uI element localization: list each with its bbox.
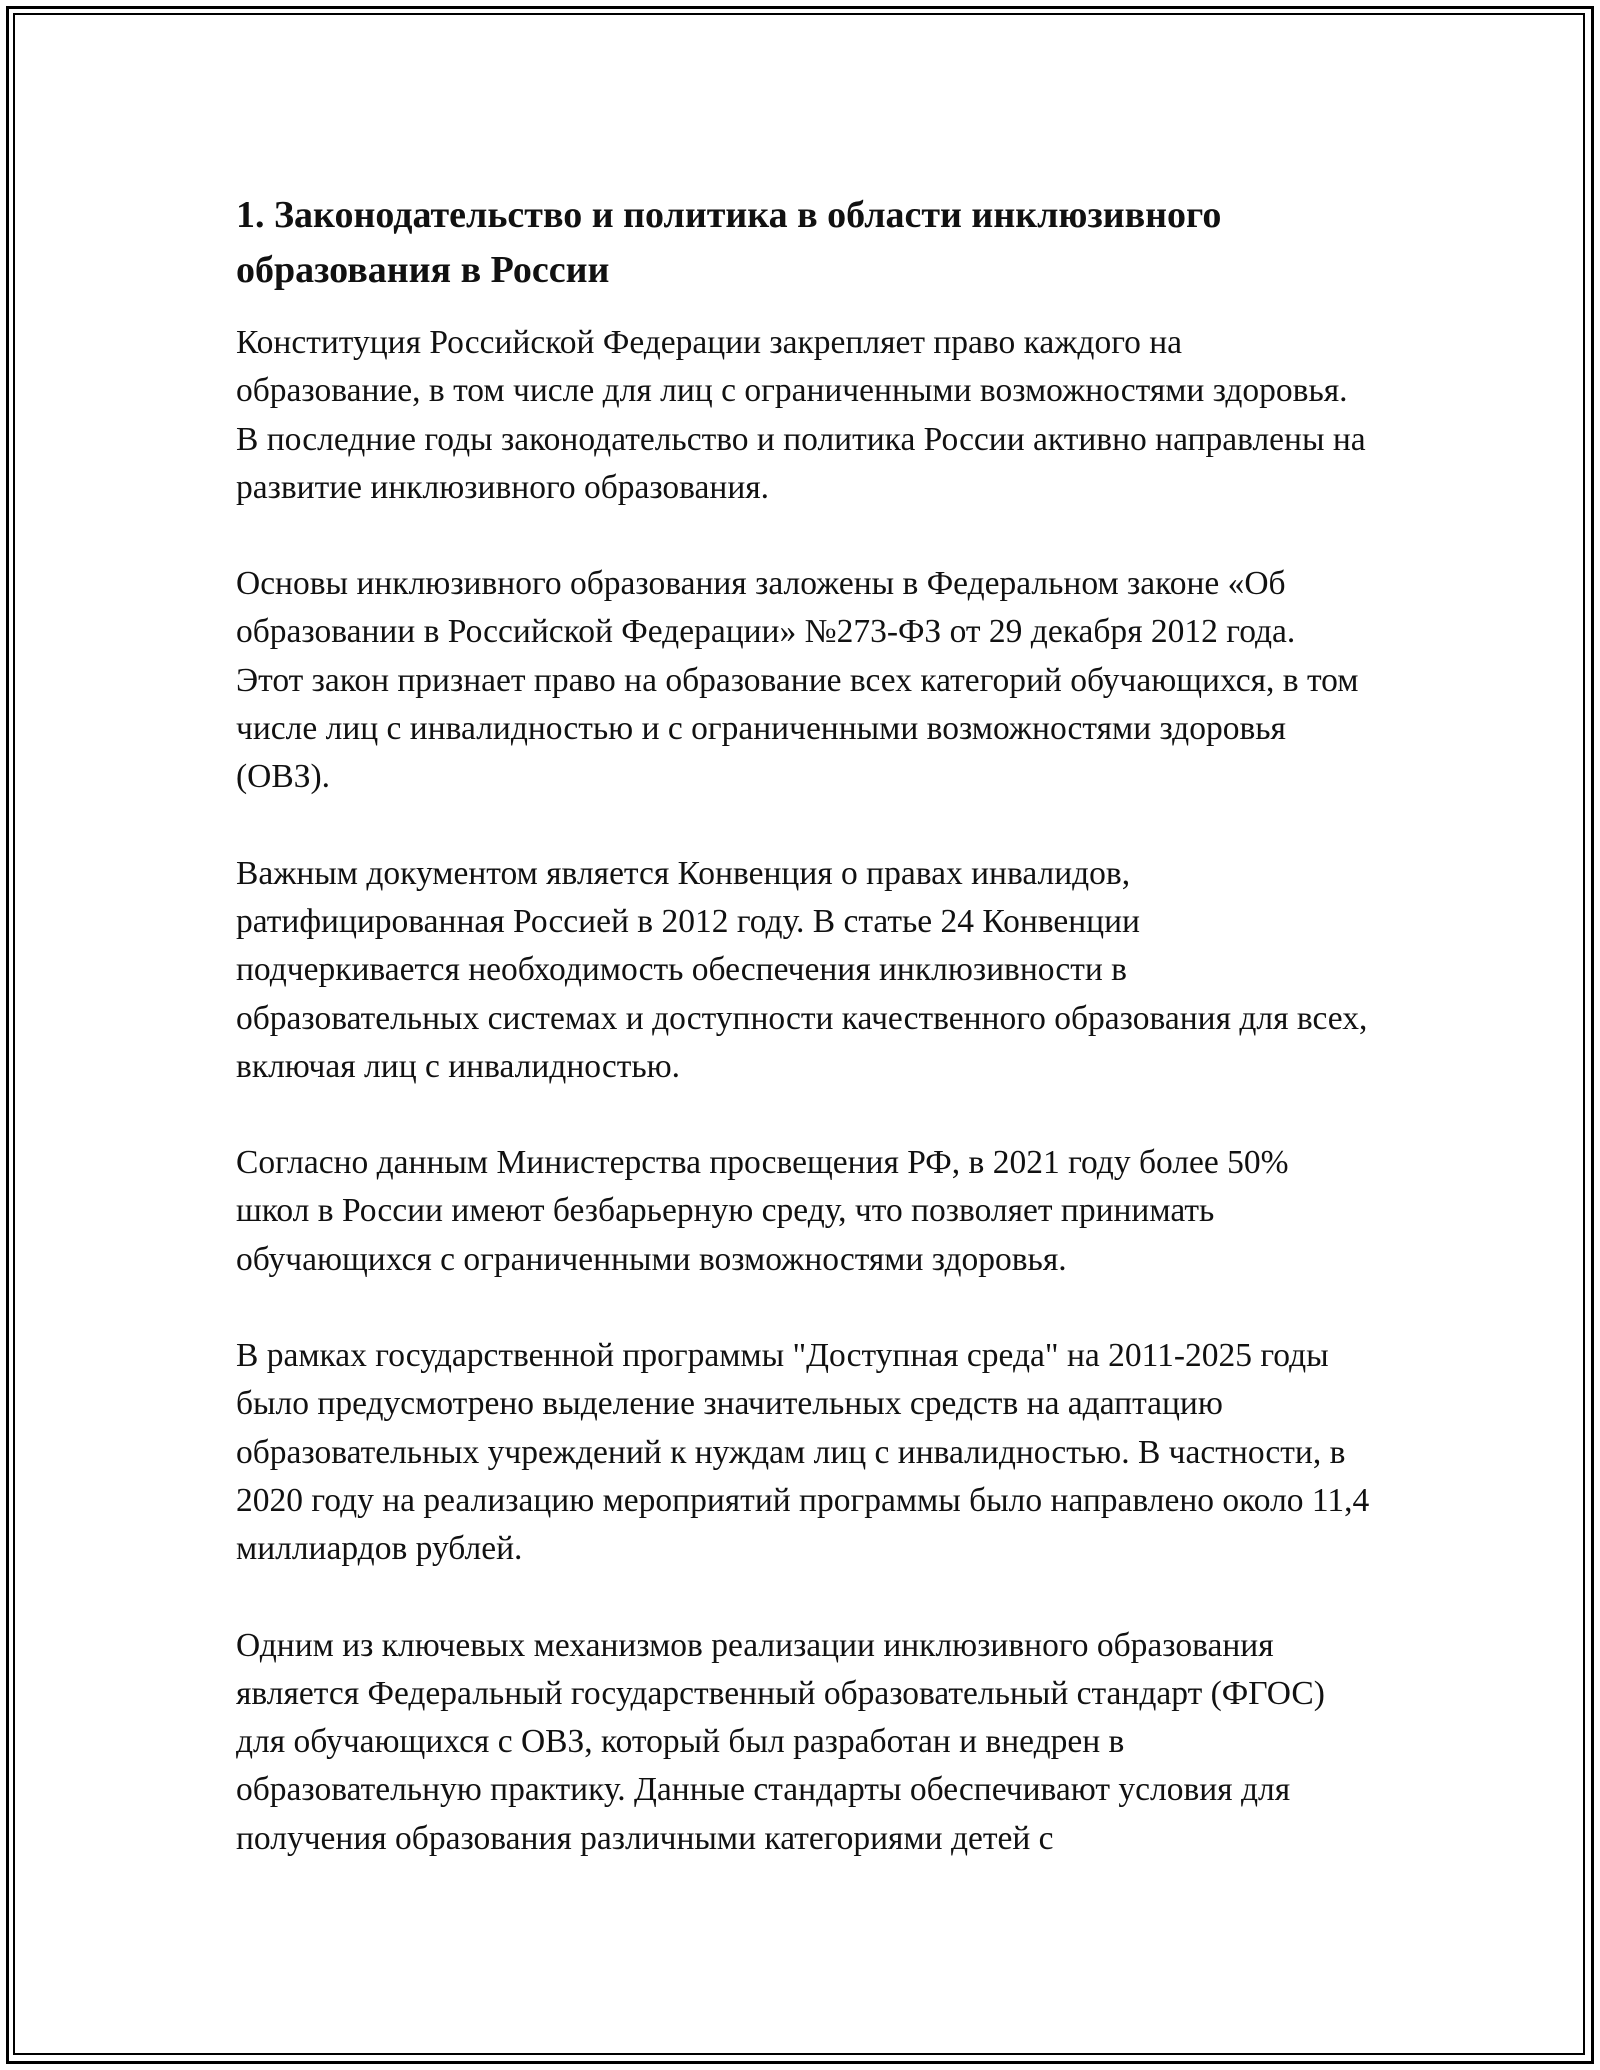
paragraph-convention: Важным документом является Конвенция о правах инвалидов, ратифицированная Россией в 2012 году. В статье 24 Конвенции подчеркивается необходимость обеспечения инклюзивности в образовательных системах и доступности качественного образования для всех, включая лиц с инвалидностью. — [236, 854, 1368, 1085]
paragraph-ministry-data: Согласно данным Министерства просвещения РФ, в 2021 году более 50% школ в России имеют безбарьерную среду, что позволяет принимать обучающихся с ограниченными возможностями здоровья. — [236, 1144, 1289, 1278]
paragraph-accessible-environment: В рамках государственной программы "Доступная среда" на 2011-2025 годы было предусмотрено выделение значительных средств на адаптацию образовательных учреждений к нуждам лиц с инвалидностью. В частности, в 2020 году на реализацию мероприятий программы было направлено около 11,4 миллиардов рублей. — [236, 1337, 1370, 1568]
paragraph-fgos: Одним из ключевых механизмов реализации инклюзивного образования является Федеральный государственный образовательный стандарт (ФГОС) для обучающихся с ОВЗ, который был разработан и внедрен в образовательную практику. Данные стандарты обеспечивают условия для получения образования различными категориями детей с — [236, 1626, 1325, 1857]
paragraph-federal-law: Основы инклюзивного образования заложены в Федеральном законе «Об образовании в Российской Федерации» №273-ФЗ от 29 декабря 2012 года. Этот закон признает право на образование всех категорий обучающихся, в том числе лиц с инвалидностью и с ограниченными возможностями здоровья (ОВЗ). — [236, 565, 1359, 796]
section-heading: 1. Законодательство и политика в области инклюзивного образования в России — [236, 194, 1222, 291]
paragraph-constitution: Конституция Российской Федерации закрепляет право каждого на образование, в том числе для лиц с ограниченными возможностями здоровья. В последние годы законодательство и политика России активно направлены на развитие инклюзивного образования. — [236, 324, 1366, 506]
document-body — [236, 188, 1370, 1911]
